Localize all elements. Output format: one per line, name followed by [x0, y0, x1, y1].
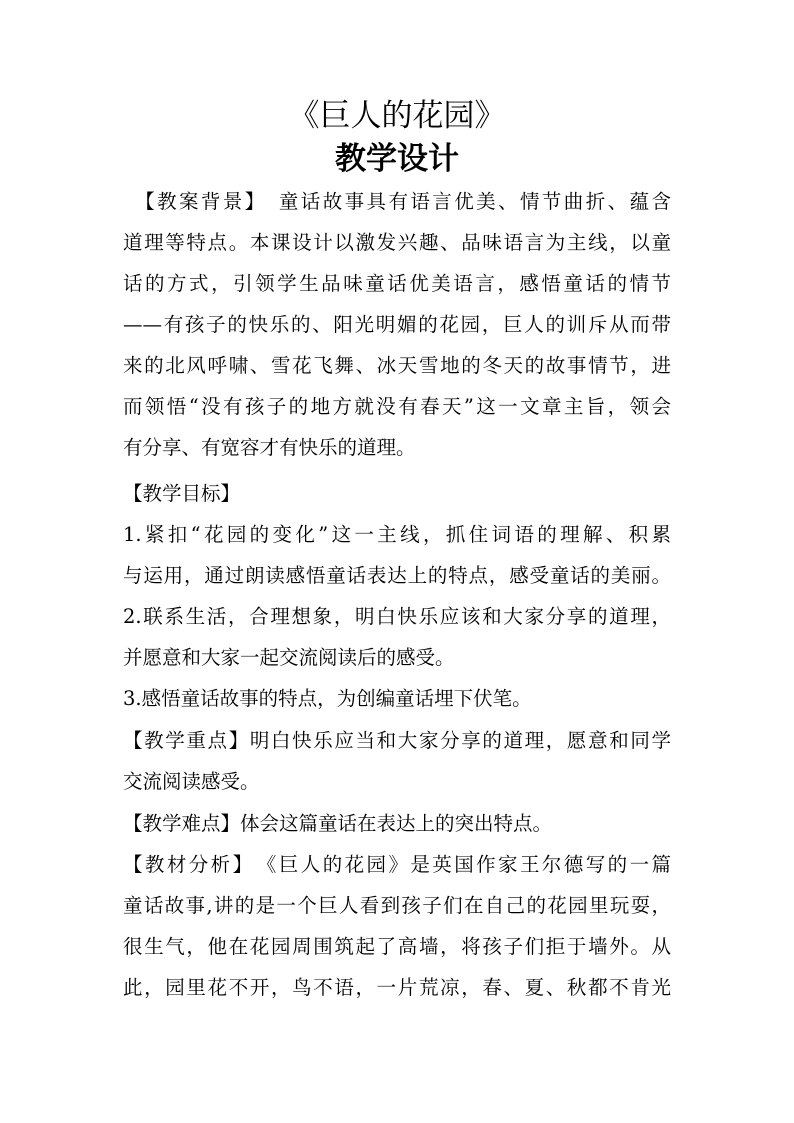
text-line: 有分享、有宽容才有快乐的道理。: [123, 436, 416, 459]
document-title: 《巨人的花园》: [288, 98, 506, 134]
text-line: 与运用，通过朗读感悟童话表达上的特点，感受童话的美丽。: [123, 564, 671, 587]
text-line: 来的北风呼啸、雪花飞舞、冰天雪地的冬天的故事情节，进: [123, 354, 671, 377]
text-line: 1.紧扣“花园的变化”这一主线，抓住词语的理解、积累: [123, 523, 671, 546]
text-line: 并愿意和大家一起交流阅读后的感受。: [123, 646, 455, 669]
text-line: 此，园里花不开，鸟不语，一片荒凉，春、夏、秋都不肯光: [123, 976, 671, 999]
text-line: 3.感悟童话故事的特点，为创编童话埋下伏笔。: [123, 687, 532, 710]
text-line: ——有孩子的快乐的、阳光明媚的花园，巨人的训斥从而带: [123, 313, 671, 336]
text-line: 很生气，他在花园周围筑起了高墙，将孩子们拒于墙外。从: [123, 935, 671, 958]
text-line: 而领悟“没有孩子的地方就没有春天”这一文章主旨，领会: [123, 395, 671, 418]
text-line: 【教学重点】明白快乐应当和大家分享的道理，愿意和同学: [123, 729, 671, 752]
document-subtitle: 教学设计: [335, 141, 459, 177]
text-line: 童话故事,讲的是一个巨人看到孩子们在自己的花园里玩耍，: [123, 894, 671, 917]
text-line: 【教案背景】 童话故事具有语言优美、情节曲折、蕴含: [123, 190, 671, 213]
text-line: 交流阅读感受。: [123, 770, 260, 793]
text-line: 【教学难点】体会这篇童话在表达上的突出特点。: [123, 812, 553, 835]
text-line: 话的方式，引领学生品味童话优美语言，感悟童话的情节: [123, 272, 671, 295]
text-line: 道理等特点。本课设计以激发兴趣、品味语言为主线，以童: [123, 231, 671, 254]
text-line: 2.联系生活，合理想象，明白快乐应该和大家分享的道理，: [123, 605, 671, 628]
text-line: 【教材分析】 《巨人的花园》是英国作家王尔德写的一篇: [123, 853, 671, 876]
section-heading: 【教学目标】: [123, 482, 241, 505]
